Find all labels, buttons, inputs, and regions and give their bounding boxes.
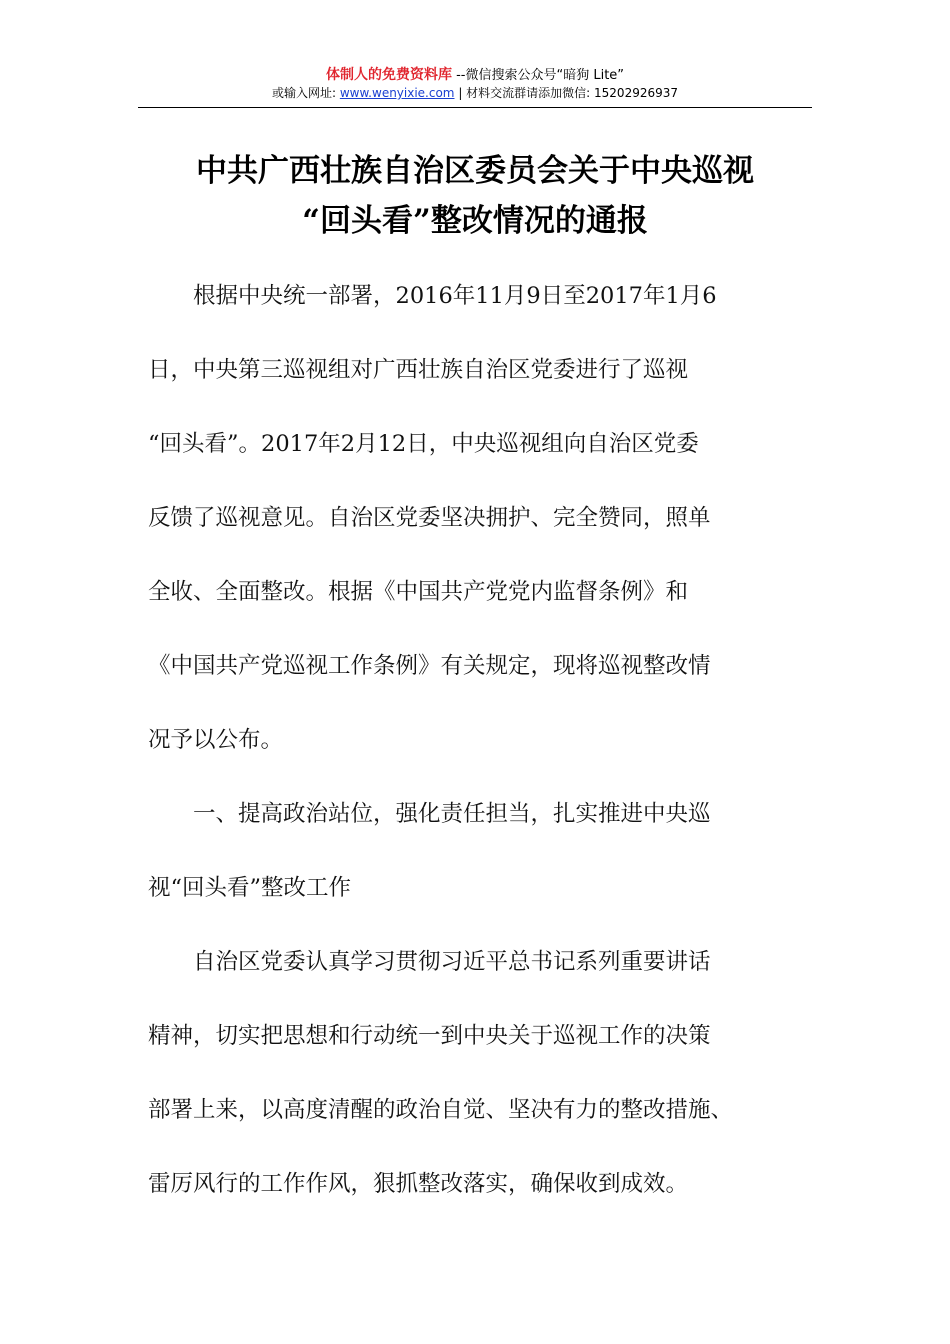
body-line: 根据中央统一部署，2016年11月9日至2017年1月6 bbox=[148, 283, 717, 309]
body-line: “回头看”。2017年2月12日，中央巡视组向自治区党委 bbox=[148, 431, 699, 457]
body-line: 精神，切实把思想和行动统一到中央关于巡视工作的决策 bbox=[148, 1023, 711, 1049]
body-line: 自治区党委认真学习贯彻习近平总书记系列重要讲话 bbox=[148, 949, 711, 975]
body-line: 部署上来，以高度清醒的政治自觉、坚决有力的整改措施、 bbox=[148, 1097, 734, 1123]
header-promo-line bbox=[138, 66, 812, 85]
title-line-1: 中共广西壮族自治区委员会关于中央巡视 bbox=[196, 153, 754, 189]
website-link[interactable]: www.wenyixie.com bbox=[339, 86, 455, 100]
header-contact-line bbox=[138, 85, 812, 102]
body-line: 全收、全面整改。根据《中国共产党党内监督条例》和 bbox=[148, 579, 689, 605]
section-heading-line: 视“回头看”整改工作 bbox=[148, 875, 352, 901]
body-line: 反馈了巡视意见。自治区党委坚决拥护、完全赞同，照单 bbox=[148, 505, 711, 531]
document-title bbox=[120, 146, 830, 246]
title-line-2: “回头看”整改情况的通报 bbox=[302, 203, 648, 239]
url-prefix: 或输入网址: bbox=[271, 86, 340, 100]
brand-name: 体制人的免费资料库 bbox=[325, 67, 452, 83]
contact-info: | 材料交流群请添加微信: 15202926937 bbox=[454, 86, 679, 100]
body-line: 雷厉风行的工作作风，狠抓整改落实，确保收到成效。 bbox=[148, 1171, 689, 1197]
header-tagline: --微信搜索公众号“暗狗 Lite” bbox=[451, 68, 625, 83]
body-line: 《中国共产党巡视工作条例》有关规定，现将巡视整改情 bbox=[148, 653, 711, 679]
body-line: 日，中央第三巡视组对广西壮族自治区党委进行了巡视 bbox=[148, 357, 689, 383]
body-line: 况予以公布。 bbox=[148, 727, 284, 753]
page-header bbox=[138, 66, 812, 102]
section-heading-line: 一、提高政治站位，强化责任担当，扎实推进中央巡 bbox=[148, 801, 711, 827]
header-divider bbox=[138, 107, 812, 108]
